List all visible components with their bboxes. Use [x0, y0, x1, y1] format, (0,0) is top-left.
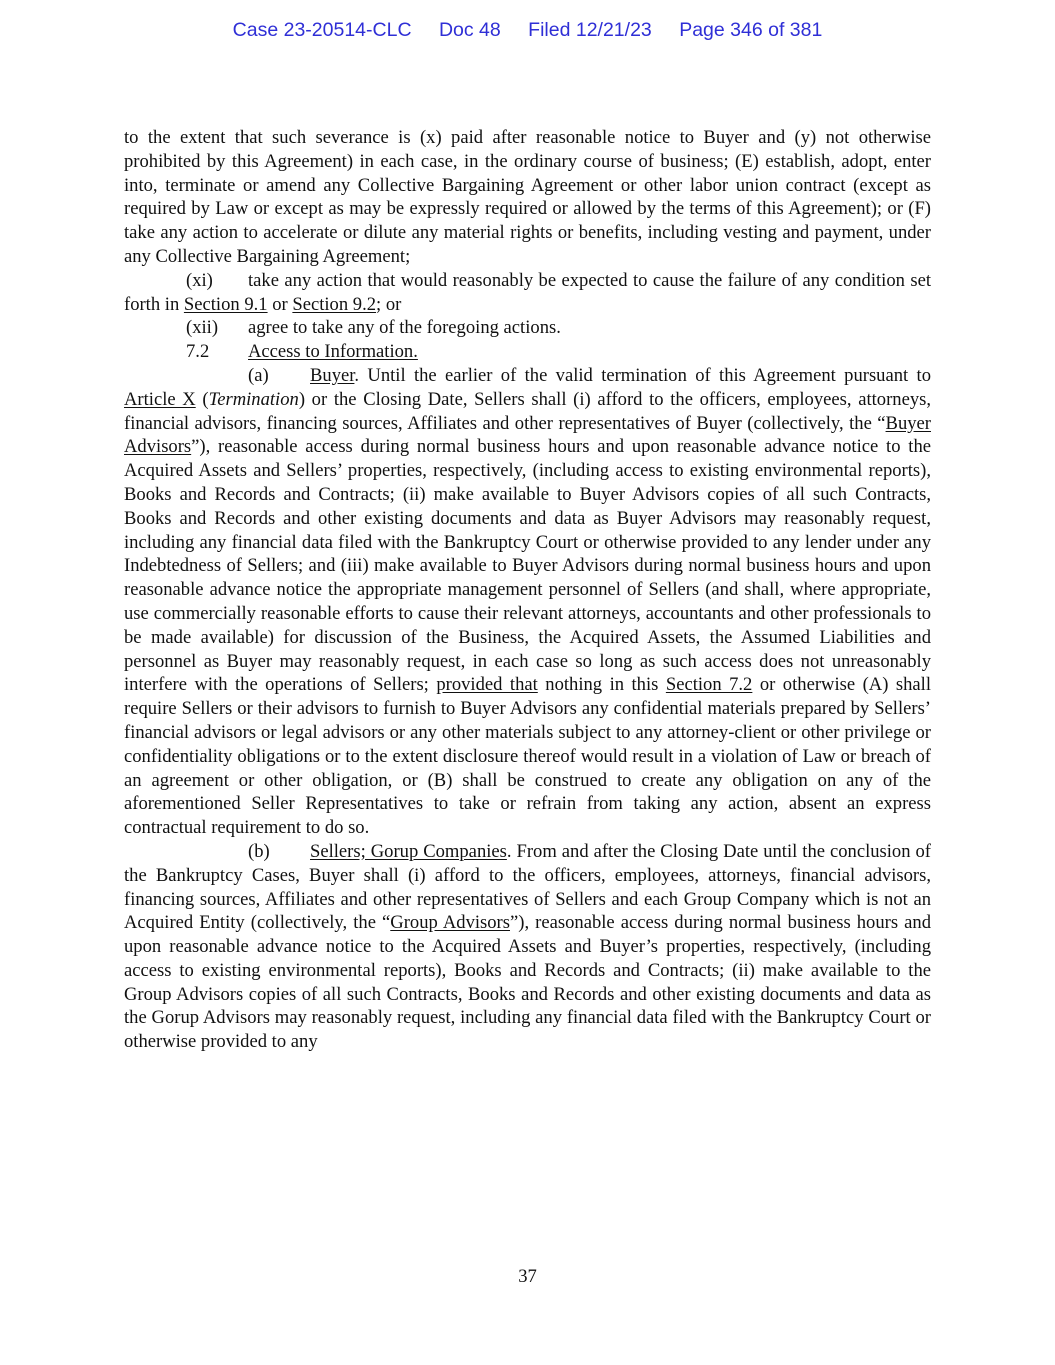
section-ref-9-1: Section 9.1: [183, 293, 268, 315]
paragraph-b: (b) Sellers; Gorup Companies. From and after the Closing Date until the conclusion of the Bankruptcy Cases, Buyer shall (i) afford to the officers, employees, attorneys, financial advisors, financing sources, Affiliates and other representatives of Sellers and each Group Company which is not an Acquired Entity (collectively, the “Group Advisors”), reasonable access during normal business hours and upon reasonable advance notice to the Acquired Assets and Buyer’s properties, respectively, (including access to existing environmental reports), Books and Records and Contracts; (ii) make available to the Group Advisors copies of all such Contracts, Books and Records and other existing documents and data as the Gorup Advisors may reasonably request, including any financial data filed with the Bankruptcy Court or otherwise provided to any: [124, 840, 932, 1053]
filed-date: Filed 12/21/23: [528, 19, 652, 41]
continuation-paragraph: to the extent that such severance is (x) paid after reasonable notice to Buyer and (y) not otherwise prohibited by this Agreement) in each case, in the ordinary course of business; (E) establish, adopt, enter into, terminate or amend any Collective Bargaining Agreement or other labor union contract (except as required by Law or except as may be expressly required or allowed by the terms of this Agreement); or (F) take any action to accelerate or dilute any material rights or benefits, including vesting and payment, under any Collective Bargaining Agreement;: [124, 127, 931, 267]
paragraph-heading: Sellers; Gorup Companies: [310, 840, 507, 862]
paragraph-label: (b): [248, 840, 270, 862]
section-ref-7-2: Section 7.2: [665, 674, 753, 696]
paragraph-heading: Buyer: [310, 364, 355, 386]
list-item-number: (xii): [186, 317, 219, 339]
termination-italic: Termination: [208, 388, 299, 410]
paragraph-a: (a) Buyer. Until the earlier of the valid termination of this Agreement pursuant to Article X (Termination) or the Closing Date, Sellers shall (i) afford to the officers, employees, attorneys, financial advisors, financing sources, Affiliates and other representatives of Buyer (collectively, the “Buyer Advisors”), reasonable access during normal business hours and upon reasonable advance notice to the Acquired Assets and Sellers’ properties, respectively, (including access to existing environmental reports), Books and Records and Contracts; (ii) make available to Buyer Advisors copies of all such Contracts, Books and Records and other existing documents and data as Buyer Advisors may reasonably request, including any financial data filed with the Bankruptcy Court or otherwise provided to any lender under any Indebtedness of Sellers; and (iii) make available to Buyer Advisors during normal business hours and upon reasonable advance notice the appropriate management personnel of Sellers (and shall, where appropriate, use commercially reasonable efforts to cause their relevant attorneys, accountants and other professionals to be made available) for discussion of the Business, the Acquired Assets, the Assumed Liabilities and personnel as Buyer may reasonably request, in each case so long as such access does not unreasonably interfere with the operations of Sellers; provided that nothing in this Section 7.2 or otherwise (A) shall require Sellers or their advisors to furnish to Buyer Advisors any confidential materials prepared by Sellers’ financial advisors or legal advisors or any other materials subject to any attorney-client or other privilege or confidentiality obligations or to the extent disclosure thereof would result in a violation of Law or breach of an agreement or other obligation, or (B) shall be construed to create any obligation on any of the aforementioned Seller Representatives to take or refrain from taking any action, absent an express contractual requirement to do so.: [124, 364, 932, 839]
section-heading: [124, 340, 931, 364]
doc-number: Doc 48: [438, 19, 501, 41]
list-item-xi: (xi) take any action that would reasonably be expected to cause the failure of any condition set forth in Section 9.1 or Section 9.2; or: [124, 269, 931, 315]
paragraph-label: (a): [248, 364, 269, 386]
section-number: 7.2: [186, 341, 210, 363]
list-item-number: (xi): [186, 269, 213, 291]
case-number: Case 23-20514-CLC: [232, 19, 412, 41]
document-body: [124, 126, 931, 1054]
section-ref-9-2: Section 9.2: [292, 293, 377, 315]
provided-that: provided that: [436, 674, 538, 696]
article-ref: Article X: [124, 388, 196, 410]
defined-term-buyer-advisors: Buyer Advisors: [124, 412, 931, 458]
section-title: Access to Information.: [248, 341, 418, 363]
page-of-total: Page 346 of 381: [679, 19, 823, 41]
list-item-xii: (xii) agree to take any of the foregoing actions.: [186, 317, 561, 339]
page-number: 37: [518, 1266, 537, 1287]
court-filing-header: [0, 19, 1055, 42]
defined-term-group-advisors: Group Advisors: [390, 912, 510, 934]
